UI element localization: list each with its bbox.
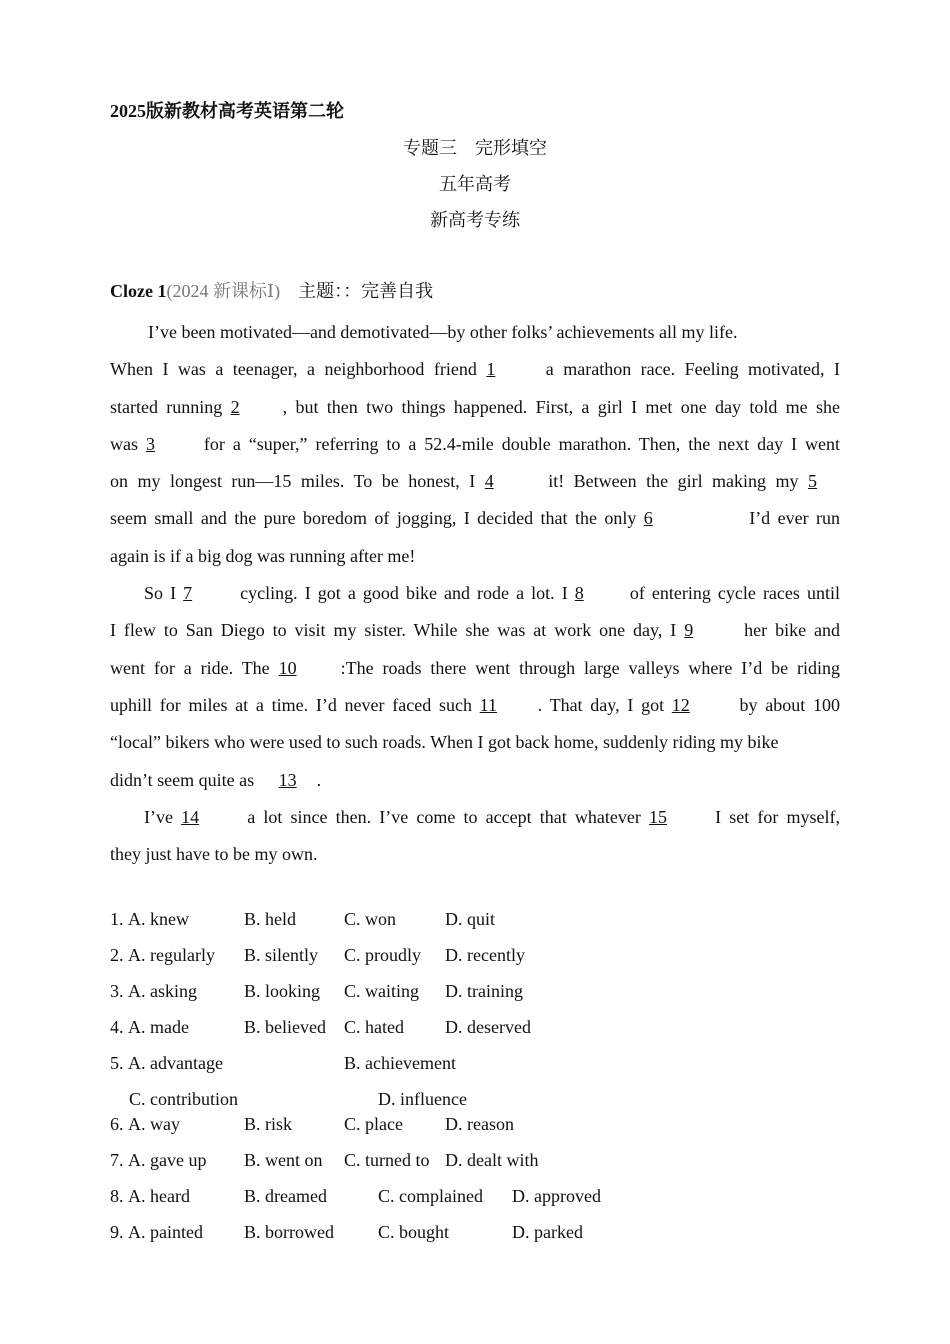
option-a: A. asking bbox=[128, 981, 197, 1001]
section-subtitle: 五年高考 bbox=[439, 174, 511, 194]
option-c: C. place bbox=[344, 1114, 403, 1134]
passage-line bbox=[110, 799, 840, 836]
option-c: C. won bbox=[344, 909, 397, 929]
cloze-passage bbox=[110, 314, 840, 873]
passage-line bbox=[110, 687, 840, 724]
option-d: D. influence bbox=[378, 1089, 467, 1109]
passage-text: , but then two things happened. First, a girl I met one day told me she bbox=[282, 396, 840, 417]
blank-4: 4 bbox=[484, 471, 494, 492]
passage-line bbox=[110, 426, 840, 463]
option-c: C. proudly bbox=[344, 945, 422, 965]
option-b: B. looking bbox=[244, 981, 321, 1001]
passage-line: again is if a big dog was running after me! bbox=[110, 545, 416, 566]
passage-text: I set for myself, bbox=[706, 806, 841, 827]
section-subheading: 新高考专练 bbox=[430, 210, 520, 230]
section-title: 专题三 完形填空 bbox=[403, 138, 547, 158]
passage-line bbox=[110, 351, 840, 388]
passage-text: on my longest run—15 miles. To be honest, I bbox=[110, 471, 476, 492]
passage-text: When I was a teenager, a neighborhood friend bbox=[110, 359, 487, 380]
blank-6: 6 bbox=[643, 508, 653, 529]
option-d: D. parked bbox=[512, 1222, 583, 1242]
passage-line bbox=[110, 575, 840, 612]
option-b: B. borrowed bbox=[244, 1222, 334, 1242]
option-b: B. believed bbox=[244, 1017, 326, 1037]
passage-text: by about 100 bbox=[731, 694, 840, 715]
option-c: C. complained bbox=[378, 1186, 483, 1206]
blank-10: 10 bbox=[278, 657, 297, 678]
blank-9: 9 bbox=[684, 620, 694, 641]
option-d: D. training bbox=[445, 981, 523, 1001]
option-b: B. risk bbox=[244, 1114, 293, 1134]
blank-14: 14 bbox=[181, 806, 200, 827]
blank-3: 3 bbox=[145, 433, 155, 454]
option-number: 9. bbox=[110, 1222, 124, 1242]
passage-text: didn’t seem quite as bbox=[110, 769, 259, 790]
passage-text: seem small and the pure boredom of jogging, I decided that the only bbox=[110, 508, 644, 529]
blank-13: 13 bbox=[278, 769, 297, 790]
option-number: 3. bbox=[110, 981, 124, 1001]
passage-text: I’d ever run bbox=[741, 508, 840, 529]
passage-text: uphill for miles at a time. I’d never faced such bbox=[110, 694, 480, 715]
passage-text: it! Between the girl making my bbox=[548, 471, 799, 492]
passage-text: a lot since then. I’ve come to accept that whatever bbox=[239, 806, 649, 827]
passage-text: . That day, I got bbox=[537, 694, 672, 715]
option-a: A. painted bbox=[128, 1222, 203, 1242]
option-d: D. approved bbox=[512, 1186, 601, 1206]
option-a: A. knew bbox=[128, 909, 189, 929]
passage-text: . bbox=[316, 769, 322, 790]
option-c: C. hated bbox=[344, 1017, 404, 1037]
passage-text: was bbox=[110, 433, 146, 454]
option-a: A. made bbox=[128, 1017, 189, 1037]
passage-text: :The roads there went through large valleys where I’d be riding bbox=[340, 657, 840, 678]
option-d: D. dealt with bbox=[445, 1150, 539, 1170]
cloze-label: Cloze 1 bbox=[110, 281, 167, 301]
passage-line bbox=[110, 463, 840, 500]
passage-text: So I bbox=[144, 583, 184, 604]
option-number: 7. bbox=[110, 1150, 124, 1170]
option-number: 8. bbox=[110, 1186, 124, 1206]
passage-line bbox=[110, 500, 840, 537]
option-c: C. contribution bbox=[129, 1089, 238, 1109]
passage-text: I’ve bbox=[144, 806, 182, 827]
option-c: C. bought bbox=[378, 1222, 450, 1242]
blank-5: 5 bbox=[808, 471, 818, 492]
option-d: D. quit bbox=[445, 909, 496, 929]
passage-line bbox=[110, 612, 840, 649]
option-a: A. gave up bbox=[128, 1150, 207, 1170]
blank-11: 11 bbox=[479, 694, 498, 715]
blank-15: 15 bbox=[648, 806, 667, 827]
option-d: D. recently bbox=[445, 945, 525, 965]
option-a: A. regularly bbox=[128, 945, 215, 965]
option-b: B. held bbox=[244, 909, 296, 929]
passage-line: “local” bikers who were used to such roads. When I got back home, suddenly riding my bike bbox=[110, 732, 779, 753]
option-b: B. silently bbox=[244, 945, 319, 965]
blank-2: 2 bbox=[230, 396, 240, 417]
cloze-source: (2024 新课标Ⅰ) bbox=[166, 281, 281, 301]
passage-text: her bike and bbox=[736, 620, 840, 641]
option-number: 1. bbox=[110, 909, 124, 929]
passage-text: went for a ride. The bbox=[110, 657, 279, 678]
document-title: 2025版新教材高考英语第二轮 bbox=[110, 101, 344, 121]
option-a: A. way bbox=[128, 1114, 180, 1134]
option-number: 2. bbox=[110, 945, 124, 965]
option-a: A. advantage bbox=[128, 1053, 223, 1073]
option-a: A. heard bbox=[128, 1186, 190, 1206]
passage-text: for a “super,” referring to a 52.4-mile double marathon. Then, the next day I went bbox=[195, 433, 840, 454]
blank-1: 1 bbox=[486, 359, 496, 380]
option-b: B. went on bbox=[244, 1150, 323, 1170]
passage-text: started running bbox=[110, 396, 231, 417]
option-d: D. reason bbox=[445, 1114, 514, 1134]
option-number: 6. bbox=[110, 1114, 124, 1134]
cloze-heading bbox=[110, 279, 433, 303]
passage-text: a marathon race. Feeling motivated, I bbox=[536, 359, 840, 380]
option-number: 4. bbox=[110, 1017, 124, 1037]
passage-line: they just have to be my own. bbox=[110, 844, 318, 865]
passage-line: I’ve been motivated—and demotivated—by other folks’ achievements all my life. bbox=[148, 322, 738, 342]
option-c: C. turned to bbox=[344, 1150, 430, 1170]
option-c: C. waiting bbox=[344, 981, 419, 1001]
option-number: 5. bbox=[110, 1053, 124, 1073]
passage-line bbox=[110, 762, 840, 799]
passage-text: I flew to San Diego to visit my sister. While she was at work one day, I bbox=[110, 620, 685, 641]
passage-line bbox=[110, 650, 840, 687]
blank-7: 7 bbox=[183, 583, 193, 604]
blank-12: 12 bbox=[671, 694, 690, 715]
passage-text: of entering cycle races until bbox=[622, 583, 840, 604]
option-d: D. deserved bbox=[445, 1017, 531, 1037]
passage-line bbox=[110, 389, 840, 426]
blank-8: 8 bbox=[574, 583, 584, 604]
option-b: B. achievement bbox=[344, 1053, 456, 1073]
cloze-theme: 主题：：完善自我 bbox=[280, 281, 434, 301]
option-b: B. dreamed bbox=[244, 1186, 327, 1206]
passage-text: cycling. I got a good bike and rode a lot. I bbox=[233, 583, 575, 604]
